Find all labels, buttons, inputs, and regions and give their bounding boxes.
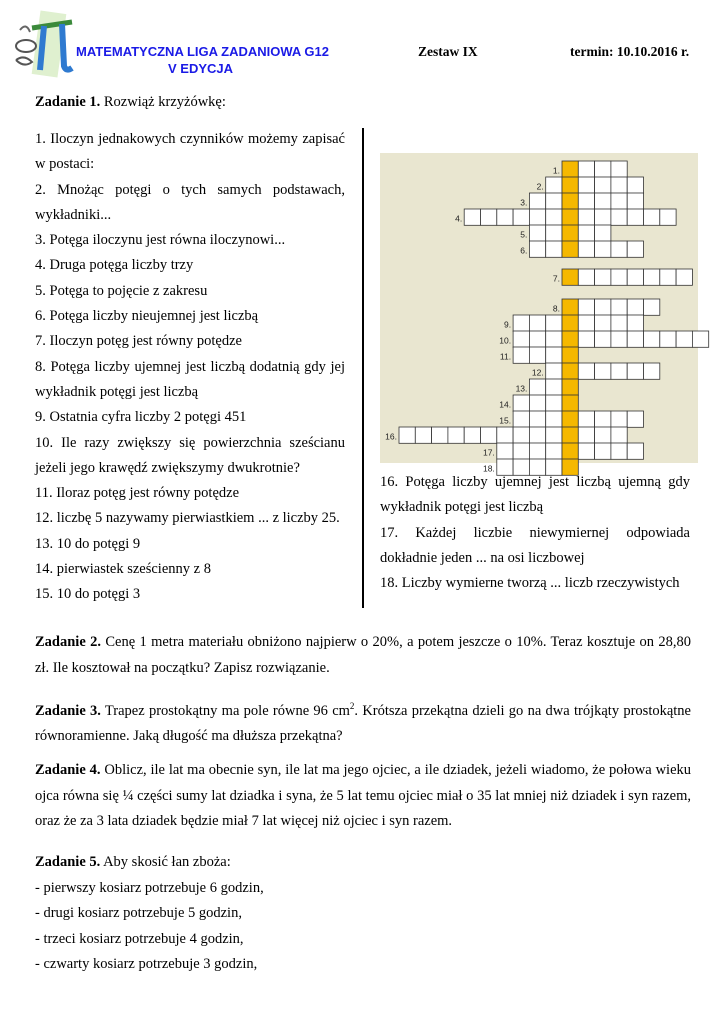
crossword-cell[interactable]	[611, 363, 627, 379]
crossword-key-cell[interactable]	[562, 209, 578, 225]
crossword-cell[interactable]	[481, 209, 497, 225]
clue-1: 1. Iloczyn jednakowych czynników możemy zapisać w postaci:	[35, 131, 345, 173]
crossword-cell[interactable]	[578, 427, 594, 443]
liga-logo	[10, 8, 84, 80]
crossword-row-label: 16.	[385, 431, 397, 442]
crossword-cell[interactable]	[546, 443, 562, 459]
crossword-cell[interactable]	[546, 347, 562, 363]
clue-17: 17. Każdej liczbie niewymiernej odpowiada dokładnie jeden ... na osi liczbowej	[380, 524, 690, 566]
crossword-cell[interactable]	[513, 427, 529, 443]
crossword-cell[interactable]	[546, 177, 562, 193]
clue-3: 3. Potęga iloczynu jest równa iloczynowi...	[35, 232, 286, 249]
clue-6: 6. Potęga liczby nieujemnej jest liczbą	[35, 308, 259, 325]
clue-10: 10. Ile razy zwiększy się powierzchnia sześcianu jeżeli jego krawędź zwiększymy dwukrotnie?	[35, 434, 345, 476]
task5-item: - trzeci kosiarz potrzebuje 4 godzin,	[35, 930, 244, 947]
header-subtitle: V EDYCJA	[168, 61, 234, 76]
crossword-cell[interactable]	[595, 209, 611, 225]
crossword-row-label: 9.	[504, 319, 512, 330]
clue-13: 13. 10 do potęgi 9	[35, 535, 141, 552]
crossword-cell[interactable]	[611, 331, 627, 347]
task1-text: Rozwiąż krzyżówkę:	[100, 94, 226, 110]
crossword-cell[interactable]	[546, 315, 562, 331]
crossword-cell[interactable]	[578, 241, 594, 257]
crossword-cell[interactable]	[578, 209, 594, 225]
crossword-cell[interactable]	[529, 443, 545, 459]
crossword-cell[interactable]	[660, 269, 676, 285]
crossword-cell[interactable]	[513, 315, 529, 331]
crossword-cell[interactable]	[481, 427, 497, 443]
header-set: Zestaw IX	[418, 44, 478, 59]
crossword-row-label: 5.	[520, 229, 528, 240]
crossword-row-label: 15.	[499, 415, 512, 426]
crossword-cell[interactable]	[627, 209, 643, 225]
crossword-cell[interactable]	[529, 411, 545, 427]
crossword-cell[interactable]	[578, 269, 594, 285]
clue-7: 7. Iloczyn potęg jest równy potędze	[35, 333, 242, 350]
crossword-cell[interactable]	[676, 269, 692, 285]
crossword-cell[interactable]	[611, 241, 627, 257]
crossword-cell[interactable]	[627, 269, 643, 285]
crossword-cell[interactable]	[692, 331, 708, 347]
task2	[35, 630, 691, 681]
crossword-cell[interactable]	[497, 443, 513, 459]
task3-label: Zadanie 3.	[35, 702, 101, 719]
crossword-cell[interactable]	[595, 193, 611, 209]
crossword-cell[interactable]	[513, 443, 529, 459]
clue-8: 8. Potęga liczby ujemnej jest liczbą dodatnią gdy jej wykładnik potęgi jest liczbą	[35, 358, 345, 400]
crossword-cell[interactable]	[611, 315, 627, 331]
crossword-cell[interactable]	[627, 241, 643, 257]
crossword-cell[interactable]	[644, 209, 660, 225]
task3	[35, 694, 691, 750]
crossword-cell[interactable]	[546, 427, 562, 443]
crossword-row-label: 14.	[499, 399, 512, 410]
clue-4: 4. Druga potęga liczby trzy	[35, 257, 194, 274]
task1-title	[35, 94, 226, 111]
crossword-cell[interactable]	[529, 331, 545, 347]
crossword-cell[interactable]	[546, 193, 562, 209]
crossword-cell[interactable]	[529, 395, 545, 411]
crossword-cell[interactable]	[546, 209, 562, 225]
crossword-cell[interactable]	[627, 411, 643, 427]
crossword-key-cell[interactable]	[562, 363, 578, 379]
crossword-cell[interactable]	[595, 363, 611, 379]
crossword-cell[interactable]	[578, 363, 594, 379]
crossword-key-cell[interactable]	[562, 379, 578, 395]
crossword-cell[interactable]	[595, 427, 611, 443]
crossword-cell[interactable]	[513, 209, 529, 225]
crossword-cell[interactable]	[595, 161, 611, 177]
crossword-key-cell[interactable]	[562, 347, 578, 363]
crossword-key-cell[interactable]	[562, 443, 578, 459]
crossword-row-label: 12.	[531, 367, 544, 378]
crossword-cell[interactable]	[448, 427, 464, 443]
clue-14: 14. pierwiastek sześcienny z 8	[35, 561, 211, 578]
task3-sup: 2	[349, 701, 355, 711]
crossword-cell[interactable]	[464, 209, 480, 225]
task5	[35, 850, 691, 978]
crossword-cell[interactable]	[399, 427, 415, 443]
crossword-cell[interactable]	[546, 331, 562, 347]
crossword-cell[interactable]	[660, 209, 676, 225]
task2-label: Zadanie 2.	[35, 634, 101, 650]
crossword-cell[interactable]	[529, 193, 545, 209]
crossword-cell[interactable]	[578, 331, 594, 347]
crossword-clues-left	[35, 127, 345, 608]
crossword-cell[interactable]	[513, 411, 529, 427]
task4-text: Oblicz, ile lat ma obecnie syn, ile lat ma jego ojciec, a ile dziadek, jeżeli wiadomo, że połowa wieku ojca równa się ¼ części sumy lat dziadka i syna, że 5 lat temu ojciec miał o 35 lat mniej niż dziadek i syn razem, oraz że za 3 lata dziadek będzie miał 7 lat więcej niż ojciec i syn razem.	[35, 762, 691, 829]
crossword-key-cell[interactable]	[562, 193, 578, 209]
crossword-cell[interactable]	[595, 315, 611, 331]
crossword-key-cell[interactable]	[562, 395, 578, 411]
task5-item: - pierwszy kosiarz potrzebuje 6 godzin,	[35, 879, 264, 896]
crossword-cell[interactable]	[627, 193, 643, 209]
task3-text-a: Trapez prostokątny ma pole równe 96 cm	[100, 702, 350, 719]
clue-11: 11. Iloraz potęg jest równy potędze	[35, 485, 240, 502]
clue-5: 5. Potęga to pojęcie z zakresu	[35, 282, 208, 299]
crossword-cell[interactable]	[529, 347, 545, 363]
crossword-key-cell[interactable]	[562, 331, 578, 347]
clue-9: 9. Ostatnia cyfra liczby 2 potęgi 451	[35, 409, 247, 426]
task5-item: - drugi kosiarz potrzebuje 5 godzin,	[35, 905, 242, 921]
crossword-row-label: 4.	[455, 213, 463, 224]
crossword-cell[interactable]	[611, 177, 627, 193]
crossword-cell[interactable]	[578, 411, 594, 427]
crossword-key-cell[interactable]	[562, 241, 578, 257]
header-title: MATEMATYCZNA LIGA ZADANIOWA G12	[76, 44, 330, 59]
crossword-cell[interactable]	[611, 161, 627, 177]
crossword-row-label: 18.	[482, 463, 495, 474]
clue-18: 18. Liczby wymierne tworzą ... liczb rzeczywistych	[380, 575, 680, 592]
crossword-cell[interactable]	[595, 443, 611, 459]
crossword-cell[interactable]	[578, 315, 594, 331]
crossword-key-cell[interactable]	[562, 315, 578, 331]
crossword-cell[interactable]	[546, 395, 562, 411]
crossword-cell[interactable]	[644, 331, 660, 347]
crossword-cell[interactable]	[611, 427, 627, 443]
crossword-cell[interactable]	[627, 363, 643, 379]
crossword-cell[interactable]	[644, 269, 660, 285]
task5-label: Zadanie 5.	[35, 854, 101, 870]
task5-intro	[35, 850, 691, 876]
crossword-cell[interactable]	[578, 193, 594, 209]
crossword-row-label: 6.	[520, 245, 528, 256]
crossword-cell[interactable]	[546, 225, 562, 241]
crossword-cell[interactable]	[644, 299, 660, 315]
crossword-cell[interactable]	[595, 177, 611, 193]
crossword-cell[interactable]	[546, 411, 562, 427]
crossword-key-cell[interactable]	[562, 177, 578, 193]
task3-text-b: . Krótsza przekątna dzieli go na dwa trójkąty prostokątne równoramienne. Jaką długość ma dłuższa przekątna?	[35, 702, 691, 745]
crossword-cell[interactable]	[595, 269, 611, 285]
crossword-cell[interactable]	[595, 225, 611, 241]
crossword-cell[interactable]	[611, 193, 627, 209]
task4-label: Zadanie 4.	[35, 762, 101, 778]
crossword-row-label: 1.	[552, 165, 560, 176]
crossword-row-label: 13.	[515, 383, 528, 394]
crossword-cell[interactable]	[627, 443, 643, 459]
clue-2: 2. Mnożąc potęgi o tych samych podstawach, wykładniki...	[35, 181, 345, 223]
crossword-cell[interactable]	[627, 315, 643, 331]
crossword-row-label: 7.	[552, 273, 560, 284]
crossword-cell[interactable]	[595, 411, 611, 427]
crossword-cell[interactable]	[595, 241, 611, 257]
clue-12: 12. liczbę 5 nazywamy pierwiastkiem ... z liczby 25.	[35, 510, 340, 527]
crossword-cell[interactable]	[529, 379, 545, 395]
crossword-cell[interactable]	[644, 363, 660, 379]
crossword-cell[interactable]	[578, 177, 594, 193]
crossword-cell[interactable]	[513, 347, 529, 363]
crossword-key-cell[interactable]	[562, 411, 578, 427]
crossword-cell[interactable]	[627, 299, 643, 315]
crossword-cell[interactable]	[595, 331, 611, 347]
crossword-cell[interactable]	[611, 411, 627, 427]
task4	[35, 758, 691, 835]
crossword-cell[interactable]	[611, 209, 627, 225]
task5-text: Aby skosić łan zboża:	[100, 854, 231, 870]
crossword-cell[interactable]	[676, 331, 692, 347]
crossword-row-label: 2.	[536, 181, 544, 192]
crossword-row-label: 8.	[552, 303, 560, 314]
crossword-cell[interactable]	[513, 395, 529, 411]
crossword-cell[interactable]	[578, 225, 594, 241]
crossword-key-cell[interactable]	[562, 427, 578, 443]
crossword-row-label: 11.	[499, 351, 512, 362]
crossword-cell[interactable]	[546, 241, 562, 257]
crossword-cell[interactable]	[415, 427, 431, 443]
crossword-cell[interactable]	[546, 363, 562, 379]
column-divider	[362, 128, 364, 608]
clue-15: 15. 10 do potęgi 3	[35, 586, 141, 603]
crossword-cell[interactable]	[497, 209, 513, 225]
header-deadline: termin: 10.10.2016 r.	[570, 44, 690, 59]
crossword-row-label: 17.	[482, 447, 495, 458]
crossword-clues-right	[380, 470, 690, 596]
crossword-row-label: 3.	[520, 197, 528, 208]
crossword-row-label: 10.	[499, 335, 512, 346]
task1-label: Zadanie 1.	[35, 94, 101, 110]
task5-item: - czwarty kosiarz potrzebuje 3 godzin,	[35, 956, 258, 972]
crossword-cell[interactable]	[432, 427, 448, 443]
crossword-cell[interactable]	[611, 299, 627, 315]
crossword-key-cell[interactable]	[562, 161, 578, 177]
crossword-cell[interactable]	[529, 225, 545, 241]
crossword-cell[interactable]	[529, 427, 545, 443]
crossword-key-cell[interactable]	[562, 299, 578, 315]
crossword-cell[interactable]	[578, 443, 594, 459]
crossword-cell[interactable]	[627, 331, 643, 347]
crossword-cell[interactable]	[611, 269, 627, 285]
crossword-cell[interactable]	[578, 299, 594, 315]
clue-16: 16. Potęga liczby ujemnej jest liczbą ujemną gdy wykładnik potęgi jest liczbą	[380, 474, 690, 516]
crossword-cell[interactable]	[529, 241, 545, 257]
crossword-key-cell[interactable]	[562, 225, 578, 241]
crossword-cell[interactable]	[529, 209, 545, 225]
crossword-cell[interactable]	[578, 161, 594, 177]
crossword-cell[interactable]	[464, 427, 480, 443]
crossword-grid	[380, 153, 698, 474]
crossword-cell[interactable]	[595, 299, 611, 315]
crossword-cell[interactable]	[660, 331, 676, 347]
task2-text: Cenę 1 metra materiału obniżono najpierw o 20%, a potem jeszcze o 10%. Teraz kosztuje on 28,80 zł. Ile kosztował na początku? Zapisz rozwiązanie.	[35, 634, 691, 676]
crossword-cell[interactable]	[513, 331, 529, 347]
crossword-cell[interactable]	[611, 443, 627, 459]
crossword-cell[interactable]	[627, 177, 643, 193]
crossword-cell[interactable]	[529, 315, 545, 331]
crossword-cell[interactable]	[546, 379, 562, 395]
crossword-cell[interactable]	[497, 427, 513, 443]
crossword-key-cell[interactable]	[562, 269, 578, 285]
